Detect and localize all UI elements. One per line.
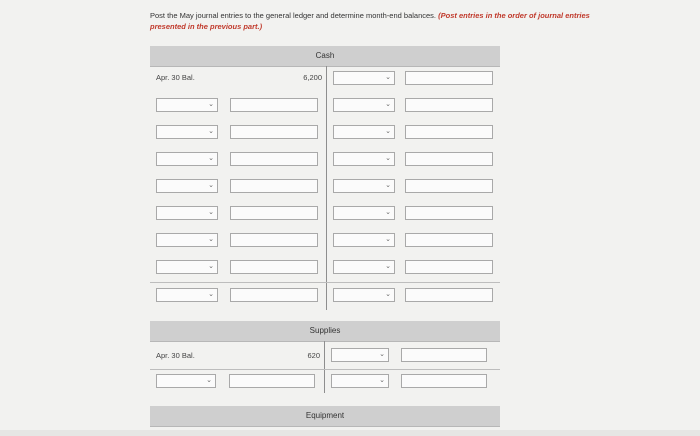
chevron-down-icon: ⌄ — [379, 377, 385, 384]
chevron-down-icon: ⌄ — [385, 128, 391, 135]
cash-debit-amount-3[interactable] — [230, 152, 318, 166]
page-bottom-edge — [0, 430, 700, 436]
cash-debit-amount-5[interactable] — [230, 206, 318, 220]
cash-debit-account-select-2[interactable] — [156, 125, 218, 139]
cash-balance-label: Apr. 30 Bal. — [156, 73, 195, 82]
cash-debit-account-select-1[interactable] — [156, 98, 218, 112]
supplies-debit-balance-select[interactable] — [156, 374, 216, 388]
cash-debit-balance-select[interactable] — [156, 288, 218, 302]
cash-debit-amount-4[interactable] — [230, 179, 318, 193]
cash-credit-amount-7[interactable] — [405, 260, 493, 274]
cash-credit-amount-1[interactable] — [405, 98, 493, 112]
chevron-down-icon: ⌄ — [208, 155, 214, 162]
chevron-down-icon: ⌄ — [385, 182, 391, 189]
cash-credit-account-select-5[interactable] — [333, 206, 395, 220]
chevron-down-icon: ⌄ — [385, 263, 391, 270]
cash-credit-account-select-6[interactable] — [333, 233, 395, 247]
supplies-ledger — [150, 321, 500, 393]
instructions-emphasis: (Post entries in the order of journal entries presented in the previous part.) — [150, 11, 590, 31]
cash-debit-account-select-6[interactable] — [156, 233, 218, 247]
cash-credit-balance-amount[interactable] — [405, 288, 493, 302]
supplies-debit-balance-amount[interactable] — [229, 374, 315, 388]
chevron-down-icon: ⌄ — [208, 209, 214, 216]
chevron-down-icon: ⌄ — [208, 128, 214, 135]
chevron-down-icon: ⌄ — [385, 236, 391, 243]
chevron-down-icon: ⌄ — [208, 236, 214, 243]
instructions-text: Post the May journal entries to the general ledger and determine month-end balances. — [150, 11, 437, 20]
chevron-down-icon: ⌄ — [206, 377, 212, 384]
t-account-divider — [324, 341, 325, 393]
cash-debit-account-select-3[interactable] — [156, 152, 218, 166]
cash-credit-account-select-2[interactable] — [333, 125, 395, 139]
cash-debit-amount-7[interactable] — [230, 260, 318, 274]
cash-credit-amount-6[interactable] — [405, 233, 493, 247]
chevron-down-icon: ⌄ — [385, 155, 391, 162]
supplies-balance-value: 620 — [307, 351, 320, 360]
cash-credit-account-select-1[interactable] — [333, 98, 395, 112]
cash-debit-balance-amount[interactable] — [230, 288, 318, 302]
supplies-credit-balance-amount[interactable] — [401, 374, 487, 388]
chevron-down-icon: ⌄ — [385, 74, 391, 81]
chevron-down-icon: ⌄ — [208, 263, 214, 270]
supplies-credit-balance-select[interactable] — [331, 374, 389, 388]
cash-title: Cash — [150, 46, 500, 67]
cash-credit-amount-0[interactable] — [405, 71, 493, 85]
cash-balance-value: 6,200 — [303, 73, 322, 82]
cash-debit-account-select-7[interactable] — [156, 260, 218, 274]
supplies-credit-account-select-0[interactable] — [331, 348, 389, 362]
chevron-down-icon: ⌄ — [208, 101, 214, 108]
equipment-title: Equipment — [150, 406, 500, 427]
supplies-balance-label: Apr. 30 Bal. — [156, 351, 195, 360]
cash-credit-balance-select[interactable] — [333, 288, 395, 302]
cash-debit-amount-1[interactable] — [230, 98, 318, 112]
cash-credit-amount-5[interactable] — [405, 206, 493, 220]
cash-credit-amount-4[interactable] — [405, 179, 493, 193]
chevron-down-icon: ⌄ — [385, 209, 391, 216]
total-rule — [150, 369, 500, 370]
supplies-credit-amount-0[interactable] — [401, 348, 487, 362]
chevron-down-icon: ⌄ — [208, 182, 214, 189]
cash-credit-account-select-3[interactable] — [333, 152, 395, 166]
cash-debit-account-select-5[interactable] — [156, 206, 218, 220]
cash-credit-account-select-4[interactable] — [333, 179, 395, 193]
t-account-divider — [326, 66, 327, 310]
cash-credit-account-select-7[interactable] — [333, 260, 395, 274]
instructions — [150, 10, 620, 32]
chevron-down-icon: ⌄ — [385, 291, 391, 298]
supplies-title: Supplies — [150, 321, 500, 342]
cash-credit-account-select-0[interactable] — [333, 71, 395, 85]
chevron-down-icon: ⌄ — [385, 101, 391, 108]
cash-credit-amount-2[interactable] — [405, 125, 493, 139]
total-rule — [150, 282, 500, 283]
chevron-down-icon: ⌄ — [379, 351, 385, 358]
cash-debit-account-select-4[interactable] — [156, 179, 218, 193]
chevron-down-icon: ⌄ — [208, 291, 214, 298]
cash-debit-amount-6[interactable] — [230, 233, 318, 247]
cash-credit-amount-3[interactable] — [405, 152, 493, 166]
cash-debit-amount-2[interactable] — [230, 125, 318, 139]
equipment-ledger — [150, 406, 500, 430]
cash-ledger — [150, 46, 500, 310]
